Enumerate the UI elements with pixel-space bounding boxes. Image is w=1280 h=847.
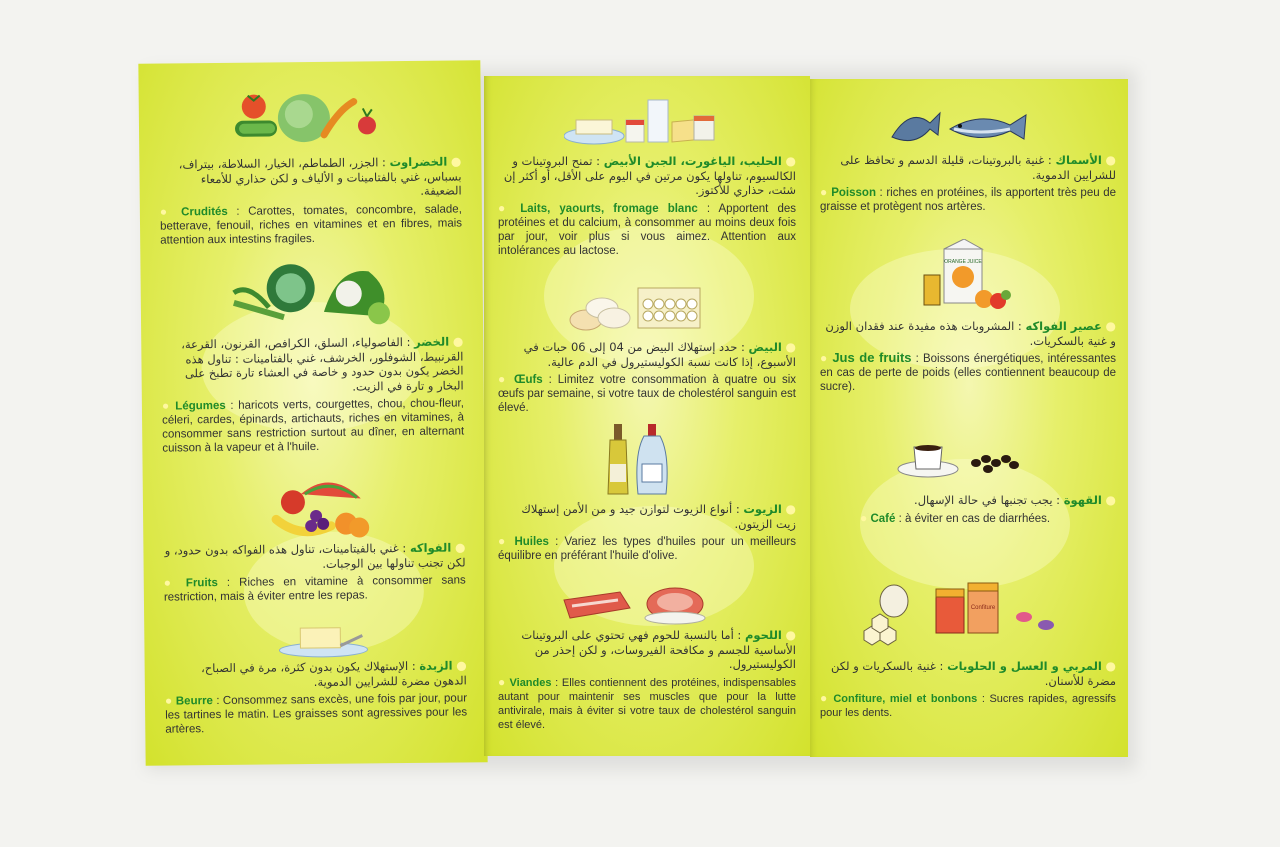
fruits-fr-title: Fruits bbox=[185, 577, 218, 590]
beurre-ar-title: الزبدة bbox=[419, 658, 453, 673]
section-beurre bbox=[165, 658, 468, 736]
bullet-icon: ● bbox=[161, 398, 171, 413]
crudites-fr-title: Crudités bbox=[181, 205, 228, 218]
confiture-fr-title: Confiture, miel et bonbons bbox=[833, 693, 978, 705]
huiles-ar-title: الزيوت bbox=[743, 502, 782, 516]
cafe-ar-text: : يجب تجنبها في حالة الإسهال. bbox=[914, 493, 1064, 507]
laits-fr-paragraph bbox=[498, 201, 796, 258]
cafe-fr-title: Café bbox=[870, 512, 896, 525]
oeufs-ar-paragraph bbox=[498, 340, 796, 369]
bullet-icon: ● bbox=[452, 334, 464, 349]
huiles-ar-paragraph bbox=[498, 502, 796, 531]
legumes-ar-text: : الفاصولياء، السلق، الكرافص، القرنون، القرعة، القرنبيط، الشوفلور، الخرشف، غني بالفتامينات : تناول هذه الخضر يكون بدون حدود و خاصة في العشاء تارة تطبخ على البخار و تارة في الزيت. bbox=[181, 334, 464, 394]
confiture-ar-title: المربي و العسل و الحلويات bbox=[947, 659, 1102, 673]
bullet-icon: ● bbox=[785, 340, 796, 354]
confiture-ar-text: : غنية بالسكريات و لكن مضرة للأسنان. bbox=[830, 659, 1116, 688]
oeufs-illustration bbox=[568, 284, 708, 334]
huiles-fr-text: : Variez les types d'huiles pour un meilleurs équilibre en préférant l'huile d'olive. bbox=[498, 536, 796, 562]
section-oeufs bbox=[498, 340, 796, 415]
section-confiture bbox=[820, 659, 1116, 720]
poisson-fr-paragraph bbox=[820, 185, 1116, 214]
bullet-icon: ● bbox=[163, 575, 177, 590]
legumes-fr-paragraph bbox=[162, 395, 465, 455]
panel-right bbox=[810, 79, 1128, 757]
viandes-ar-text: : أما بالنسبة للحوم فهي تحتوي على البروتينات الأساسية للجسم و مكافحة الفيروسات، و لكن إحذر من الكوليستيرول. bbox=[521, 628, 796, 671]
fruits-fr-text: : Riches en vitamine à consommer sans restriction, mais à éviter entre les repas. bbox=[163, 574, 466, 604]
bullet-icon: ● bbox=[498, 534, 509, 548]
bullet-icon: ● bbox=[785, 502, 796, 516]
crudites-ar-text: : الجزر، الطماطم، الخيار، السلاطة، بيتراف، بسباس، غني بالفتامينات و الألياف و لكن حذاري للأمعاء الضعيفة. bbox=[178, 155, 462, 198]
laits-ar-text: : تمنح البروتينات و الكالسيوم، تناولها يكون مرتين في اليوم على الأقل، أو أكثر إن شئت، حذاري للأكتوز. bbox=[503, 154, 796, 197]
oeufs-ar-title: البيض bbox=[748, 340, 782, 354]
huiles-ar-text: : أنواع الزيوت لتوازن جيد و من الأمن إستهلاك زيت الزيتون. bbox=[521, 502, 796, 531]
bullet-icon: ● bbox=[498, 674, 506, 689]
beurre-ar-paragraph bbox=[165, 658, 467, 690]
poisson-illustration bbox=[890, 107, 1030, 147]
poisson-ar-text: : غنية بالبروتينات، قليلة الدسم و تحافظ على للشرايين الدموية. bbox=[840, 153, 1116, 182]
fruits-ar-paragraph bbox=[163, 540, 465, 572]
poisson-fr-text: : riches en protéines, ils apportent très peu de graisse et protègent nos artères. bbox=[820, 187, 1116, 213]
section-crudites bbox=[159, 154, 462, 247]
huiles-fr-title: Huiles bbox=[514, 536, 549, 548]
laits-ar-paragraph bbox=[498, 154, 796, 198]
bullet-icon: ● bbox=[454, 540, 466, 555]
cafe-fr-paragraph bbox=[820, 511, 1116, 526]
legumes-fr-title: Légumes bbox=[175, 399, 226, 413]
viandes-ar-paragraph bbox=[498, 628, 796, 672]
beurre-illustration bbox=[278, 621, 368, 658]
jus-ar-paragraph bbox=[820, 319, 1116, 348]
fruits-fr-paragraph bbox=[164, 572, 466, 604]
section-laits bbox=[498, 154, 796, 258]
bullet-icon: ● bbox=[456, 658, 467, 673]
section-legumes bbox=[161, 334, 464, 455]
beurre-ar-text: : الإستهلاك يكون بدون كثرة، مرة في الصباح، الدهون مضرة للشرايين الدموية. bbox=[201, 658, 467, 689]
cafe-illustration bbox=[896, 439, 1026, 479]
crudites-ar-title: الخضراوت bbox=[389, 154, 448, 170]
legumes-ar-paragraph bbox=[161, 334, 464, 395]
fruits-ar-title: الفواكه bbox=[409, 540, 452, 555]
fruits-illustration bbox=[271, 473, 372, 540]
section-cafe bbox=[820, 493, 1116, 526]
bullet-icon: ● bbox=[498, 200, 512, 215]
crudites-illustration bbox=[229, 89, 390, 147]
bullet-icon: ● bbox=[450, 154, 462, 169]
huiles-illustration bbox=[604, 424, 674, 498]
viandes-fr-title: Viandes bbox=[509, 676, 552, 689]
beurre-fr-title: Beurre bbox=[175, 695, 213, 708]
section-huiles bbox=[498, 502, 796, 563]
crudites-ar-paragraph bbox=[159, 154, 461, 201]
jus-ar-title: عصير الفواكه bbox=[1025, 319, 1102, 333]
bullet-icon: ● bbox=[159, 203, 173, 219]
cafe-ar-title: القهوة bbox=[1063, 493, 1102, 507]
laits-fr-title: Laits, yaourts, fromage blanc bbox=[520, 202, 698, 215]
confiture-ar-paragraph bbox=[820, 659, 1116, 688]
bullet-icon: ● bbox=[820, 691, 829, 705]
poisson-ar-paragraph bbox=[820, 153, 1116, 182]
oeufs-fr-title: Œufs bbox=[513, 374, 543, 386]
cafe-ar-paragraph bbox=[820, 493, 1116, 508]
bullet-icon: ● bbox=[1105, 153, 1116, 167]
poisson-ar-title: الأسماك bbox=[1055, 153, 1102, 167]
confiture-illustration bbox=[854, 579, 1064, 649]
poisson-fr-title: Poisson bbox=[831, 187, 876, 199]
legumes-ar-title: الخضر bbox=[414, 334, 450, 349]
viandes-illustration bbox=[560, 582, 710, 628]
viandes-fr-text: : Elles contiennent des protéines, indispensables autant pour maintenir ses muscles que pour la lutte antivirale, mais à éviter si votre taux de cholestérol sanguin est élevé. bbox=[498, 676, 796, 731]
section-viandes bbox=[498, 628, 796, 732]
jam-jar-label: Confiture bbox=[970, 605, 996, 611]
jus-ar-text: : المشروبات هذه مفيدة عند فقدان الوزن و غنية بالسكريات. bbox=[825, 319, 1116, 348]
jus-fr-text: : Boissons énergétiques, intéressantes en cas de perte de poids (elles contiennent beaucoup de sucre). bbox=[820, 353, 1117, 393]
bullet-icon: ● bbox=[1105, 493, 1116, 507]
beurre-fr-text: : Consommez sans excès, une fois par jour, pour les tartines le matin. Les graisses sont agressives pour les artères. bbox=[165, 692, 468, 736]
oeufs-fr-paragraph bbox=[498, 372, 796, 415]
bullet-icon: ● bbox=[820, 351, 829, 365]
bullet-icon: ● bbox=[860, 510, 868, 525]
laits-ar-title: الحليب، الياغورت، الجبن الأبيض bbox=[603, 154, 782, 168]
bullet-icon: ● bbox=[785, 154, 796, 168]
panel-left bbox=[138, 60, 487, 766]
panel-middle bbox=[484, 76, 810, 756]
oeufs-ar-text: : حدد إستهلاك البيض من 04 إلى 06 حبات في الأسبوع، إذا كانت نسبة الكوليستيرول في الدم عالية. bbox=[523, 340, 796, 369]
oeufs-fr-text: : Limitez votre consommation à quatre ou six œufs par semaine, si votre taux de cholestérol sanguin est élevé. bbox=[498, 374, 796, 414]
laits-fr-text: : Apportent des protéines et du calcium, à consommer au moins deux fois par jour, voir plus si vous aimez. Attention aux intolérances au lactose. bbox=[498, 202, 797, 257]
viandes-ar-title: اللحوم bbox=[744, 628, 782, 642]
huiles-fr-paragraph bbox=[498, 534, 796, 563]
bullet-icon: ● bbox=[1105, 319, 1116, 333]
bullet-icon: ● bbox=[785, 628, 796, 642]
confiture-fr-paragraph bbox=[820, 691, 1116, 720]
legumes-illustration bbox=[228, 261, 399, 329]
laits-illustration bbox=[564, 96, 724, 150]
bullet-icon: ● bbox=[498, 372, 508, 386]
viandes-fr-paragraph bbox=[498, 675, 796, 732]
jus-fr-paragraph bbox=[820, 351, 1116, 394]
bullet-icon: ● bbox=[820, 185, 828, 199]
crudites-fr-paragraph bbox=[160, 201, 462, 247]
section-fruits bbox=[163, 540, 466, 604]
confiture-fr-text: : Sucres rapides, agressifs pour les dents. bbox=[820, 693, 1116, 719]
crudites-fr-text: : Carottes, tomates, concombre, salade, betterave, fenouil, riches en vitamines et en fibres, mais attention aux intestins fragiles. bbox=[159, 202, 463, 247]
beurre-fr-paragraph bbox=[165, 690, 467, 736]
bullet-icon: ● bbox=[164, 693, 173, 708]
fruits-ar-text: : غني بالفيتامينات، تناول هذه الفواكه بدون حدود، و لكن تجنب تناولها بين الوجبات. bbox=[164, 540, 466, 571]
juice-carton-label: ORANGE JUICE bbox=[944, 259, 982, 265]
jus-fr-title: Jus de fruits bbox=[832, 350, 912, 365]
section-poisson bbox=[820, 153, 1116, 214]
section-jus bbox=[820, 319, 1116, 394]
legumes-fr-text: : haricots verts, courgettes, chou, chou-fleur, céleri, cardes, épinards, artichauts, riches en vitamines, à consommer sans restriction surtout au dîner, en alternant cuisson à la vapeur et à l'huile. bbox=[162, 397, 465, 455]
jus-illustration bbox=[918, 239, 1014, 313]
bullet-icon: ● bbox=[1105, 659, 1116, 673]
cafe-fr-text: : à éviter en cas de diarrhées. bbox=[895, 512, 1051, 525]
